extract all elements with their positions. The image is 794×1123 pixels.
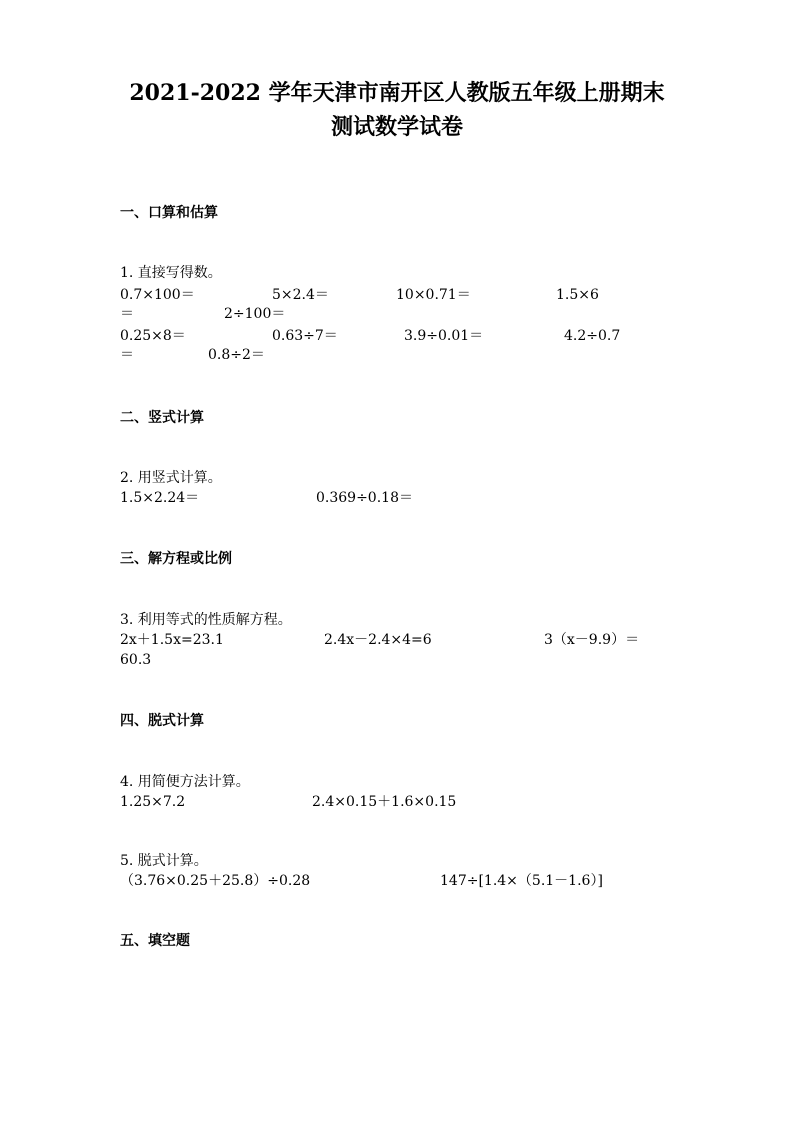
section-heading-4: 四、脱式计算: [120, 713, 204, 729]
q1-item-8: 3.9÷0.01＝: [404, 328, 484, 344]
page-title-line-2: 测试数学试卷: [330, 114, 463, 140]
q1-item-4-equals: ＝: [120, 306, 134, 322]
q3-item-2: 2.4x－2.4×4=6: [324, 632, 432, 648]
q3-item-3: 3（x－9.9）＝: [544, 632, 640, 648]
q1-item-1: 0.7×100＝: [120, 287, 195, 303]
question-5-prompt: 5. 脱式计算。: [120, 853, 208, 869]
q3-item-1: 2x＋1.5x=23.1: [120, 632, 224, 648]
q1-item-3: 10×0.71＝: [396, 287, 471, 303]
question-2-prompt: 2. 用竖式计算。: [120, 470, 222, 486]
q1-item-5: 2÷100＝: [224, 306, 286, 322]
q1-item-4: 1.5×6: [556, 287, 599, 303]
q1-item-9-equals: ＝: [120, 347, 134, 363]
q3-item-3-continued: 60.3: [120, 652, 152, 668]
q5-item-1: （3.76×0.25＋25.8）÷0.28: [120, 873, 311, 889]
q5-item-2: 147÷[1.4×（5.1－1.6）]: [440, 873, 603, 889]
q2-item-1: 1.5×2.24＝: [120, 490, 200, 506]
q4-item-1: 1.25×7.2: [120, 794, 186, 810]
page-title-line-1: 2021-2022 学年天津市南开区人教版五年级上册期末: [129, 80, 665, 106]
q1-item-6: 0.25×8＝: [120, 328, 186, 344]
q1-item-7: 0.63÷7＝: [272, 328, 338, 344]
section-heading-2: 二、竖式计算: [120, 410, 204, 426]
q2-item-2: 0.369÷0.18＝: [316, 490, 413, 506]
q4-item-2: 2.4×0.15＋1.6×0.15: [312, 794, 457, 810]
section-heading-1: 一、口算和估算: [120, 205, 218, 221]
section-heading-3: 三、解方程或比例: [120, 551, 232, 567]
question-4-prompt: 4. 用简便方法计算。: [120, 774, 250, 790]
question-1-prompt: 1. 直接写得数。: [120, 265, 222, 281]
q1-item-10: 0.8÷2＝: [208, 347, 265, 363]
q1-item-2: 5×2.4＝: [272, 287, 329, 303]
q1-item-9: 4.2÷0.7: [564, 328, 621, 344]
section-heading-5: 五、填空题: [120, 933, 190, 949]
question-3-prompt: 3. 利用等式的性质解方程。: [120, 612, 292, 628]
